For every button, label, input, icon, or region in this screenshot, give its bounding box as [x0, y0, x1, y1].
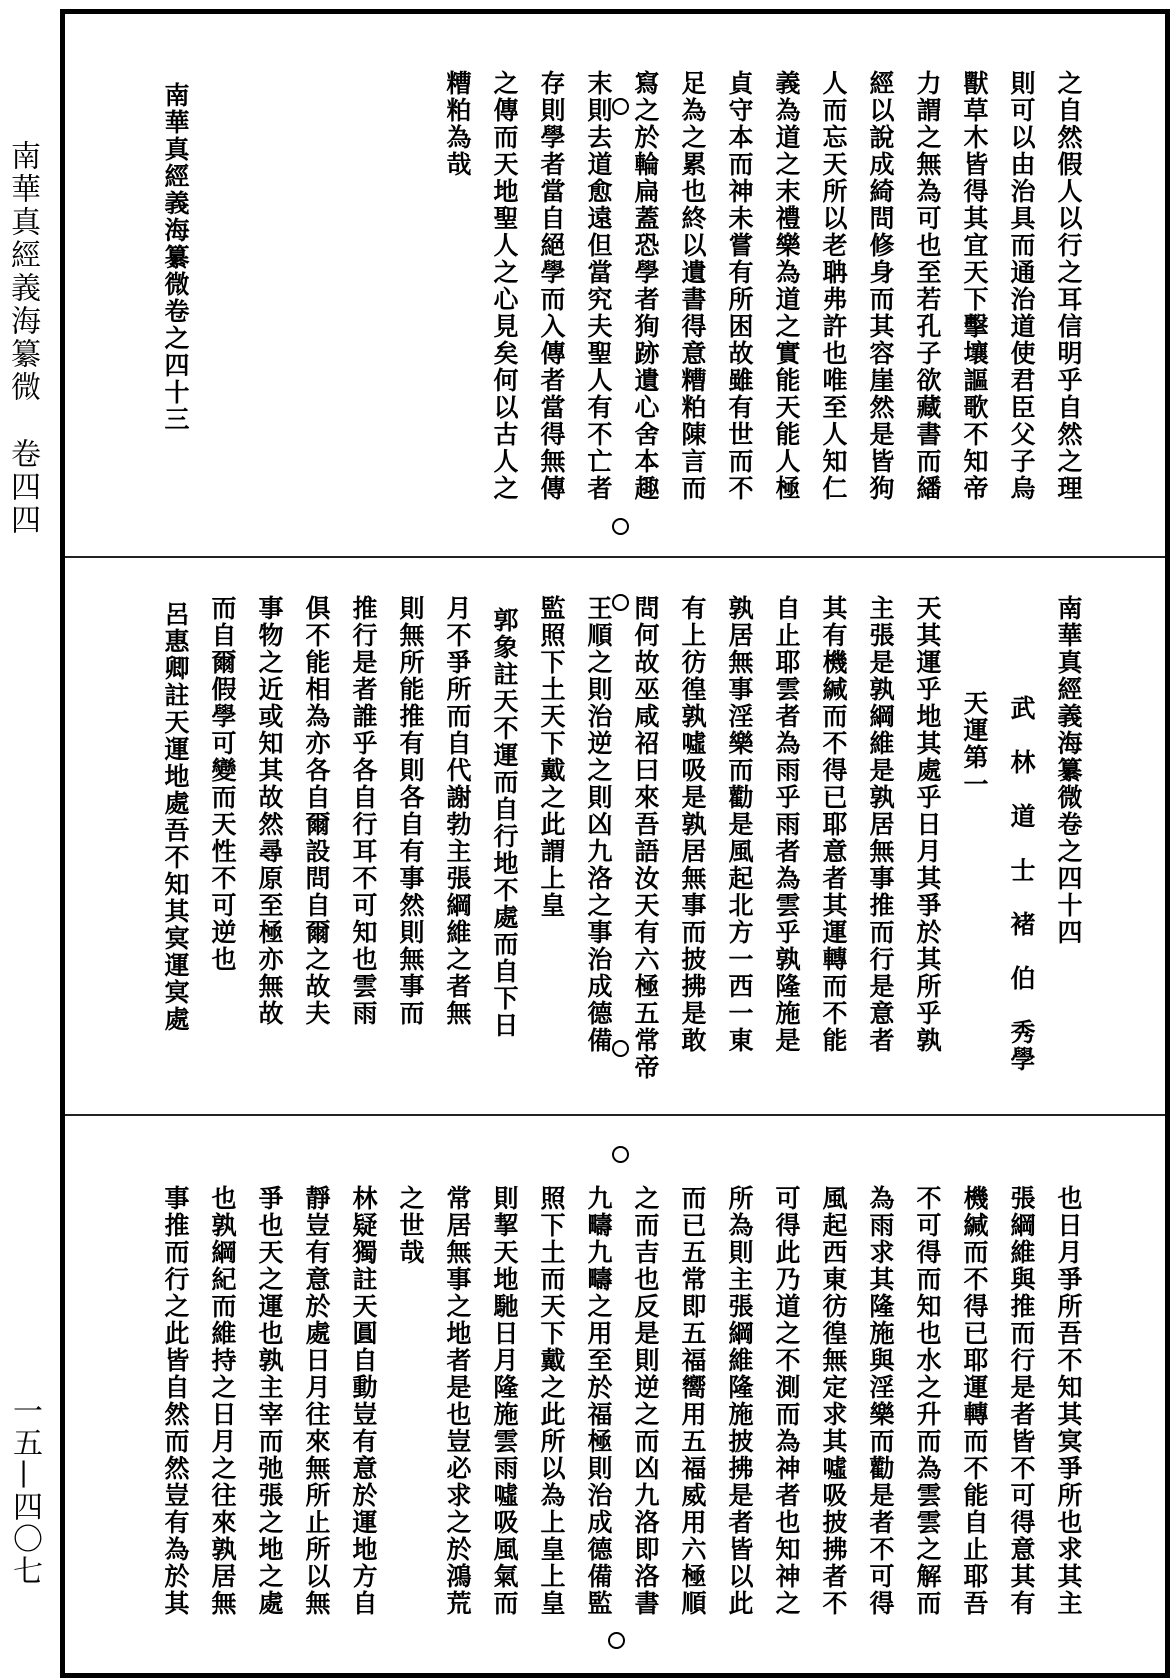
text-column: 天運第一 [960, 690, 989, 798]
text-column: 靜豈有意於處日月往來無所止所以無 [302, 1185, 331, 1617]
text-column: 武 林 道 士 褚 伯 秀學 [1007, 695, 1036, 1073]
section-circle-mark [612, 518, 629, 535]
text-column: 其有機緘而不得已耶意者其運轉而不能 [819, 595, 848, 1054]
text-column: 力謂之無為可也至若孔子欲藏書而繙 [913, 70, 942, 502]
text-column: 之自然假人以行之耳信明乎自然之理 [1054, 70, 1083, 502]
text-column: 張綱維與推而行是者皆不可得意其有 [1007, 1185, 1036, 1617]
text-column: 則無所能推有則各自有事然則無事而 [396, 595, 425, 1027]
text-column: 存則學者當自絕學而入傳者當得無傳 [537, 70, 566, 502]
section-circle-mark [608, 1632, 625, 1649]
panel-divider [65, 1114, 1165, 1116]
margin-page-number: 一五—四〇七 [7, 1395, 42, 1587]
text-column: 之傳而天地聖人之心見矣何以古人之 [490, 70, 519, 502]
text-column: 照下土而天下戴之此所以為上皇上皇 [537, 1185, 566, 1617]
section-circle-mark [612, 98, 629, 115]
text-column: 足為之累也終以遺書得意糟粕陳言而 [678, 70, 707, 502]
margin-book-title [5, 140, 44, 537]
text-column: 九疇九疇之用至於福極則治成德備監 [584, 1185, 613, 1617]
chapter-end-title: 南華真經義海纂微卷之四十三 [161, 82, 190, 433]
text-column: 事物之近或知其故然尋原至極亦無故 [255, 595, 284, 1027]
empty-column [340, 70, 387, 502]
text-column: 不可得而知也水之升而為雲雲之解而 [913, 1185, 942, 1617]
text-column: 寫之於輪扁蓋恐學者狥跡遺心舍本趣 [631, 70, 660, 502]
text-column: 可得此乃道之不測而為神者也知神之 [772, 1185, 801, 1617]
text-panel-top [152, 70, 1092, 502]
empty-column [293, 70, 340, 502]
text-column: 而已五常即五福嚮用五福威用六極順 [678, 1185, 707, 1617]
margin-title-text: 南華真經義海纂微 [5, 140, 40, 404]
text-column: 王順之則治逆之則凶九洛之事治成德備 [584, 595, 613, 1054]
text-column: 常居無事之地者是也豈必求之於鴻荒 [443, 1185, 472, 1617]
text-column: 郭象註天不運而自行地不處而自下日 [490, 607, 519, 1039]
text-column: 而自爾假學可變而天性不可逆也 [208, 595, 237, 973]
text-column: 機緘而不得已耶運轉而不能自止耶吾 [960, 1185, 989, 1617]
text-column: 為雨求其隆施與淫樂而勸是者不可得 [866, 1185, 895, 1617]
text-column: 之世哉 [396, 1185, 425, 1266]
panel-divider [65, 556, 1165, 558]
text-column: 林疑獨註天圓自動豈有意於運地方自 [349, 1185, 378, 1617]
empty-column [199, 70, 246, 502]
text-column: 推行是者誰乎各自行耳不可知也雲雨 [349, 595, 378, 1027]
text-column: 有上彷徨孰噓吸是孰居無事而披拂是敢 [678, 595, 707, 1054]
text-column: 月不爭所而自代謝勃主張綱維之者無 [443, 595, 472, 1027]
text-column: 義為道之末禮樂為道之實能天能人極 [772, 70, 801, 502]
text-column: 也日月爭所吾不知其㝠爭所也求其主 [1054, 1185, 1083, 1617]
text-column: 主張是孰綱維是孰居無事推而行是意者 [866, 595, 895, 1054]
text-column: 呂惠卿註天運地處吾不知其㝠運㝠處 [161, 601, 190, 1033]
text-column: 問何故巫咸祒曰來吾語汝天有六極五常帝 [631, 595, 660, 1081]
text-column: 孰居無事淫樂而勸是風起北方一西一東 [725, 595, 754, 1054]
section-circle-mark [612, 594, 629, 611]
text-column: 則可以由治具而通治道使君臣父子烏 [1007, 70, 1036, 502]
text-column: 俱不能相為亦各自爾設問自爾之故夫 [302, 595, 331, 1027]
text-column: 天其運乎地其處乎日月其爭於其所乎孰 [913, 595, 942, 1054]
text-column: 獸草木皆得其宜天下擊壤謳歌不知帝 [960, 70, 989, 502]
margin-volume: 卷四四 [5, 438, 40, 537]
empty-column [387, 70, 434, 502]
text-column: 監照下土天下戴之此謂上皇 [537, 595, 566, 919]
text-column: 所為則主張綱維隆施披拂是者皆以此 [725, 1185, 754, 1617]
text-column: 也孰綱紀而維持之日月之往來孰居無 [208, 1185, 237, 1617]
text-column: 末則去道愈遠但當究夫聖人有不亡者 [584, 70, 613, 502]
text-panel-middle [152, 595, 1092, 1081]
text-column: 風起西東彷徨無定求其噓吸披拂者不 [819, 1185, 848, 1617]
text-column: 經以說成綺問修身而其容崖然是皆狗 [866, 70, 895, 502]
text-column: 則挈天地馳日月隆施雲雨噓吸風氣而 [490, 1185, 519, 1617]
text-column: 貞守本而神未嘗有所困故雖有世而不 [725, 70, 754, 502]
text-column: 之而吉也反是則逆之而凶九洛即洛書 [631, 1185, 660, 1617]
section-circle-mark [612, 1146, 629, 1163]
text-column: 南華真經義海纂微卷之四十四 [1054, 595, 1083, 946]
text-column: 爭也天之運也孰主宰而弛張之地之處 [255, 1185, 284, 1617]
text-column: 自止耶雲者為雨乎雨者為雲乎孰隆施是 [772, 595, 801, 1054]
text-column: 事推而行之此皆自然而然豈有為於其 [161, 1185, 190, 1617]
text-column: 糟粕為哉 [443, 70, 472, 178]
section-circle-mark [612, 1040, 629, 1057]
text-column: 人而忘天所以老聃弗許也唯至人知仁 [819, 70, 848, 502]
empty-column [246, 70, 293, 502]
text-panel-bottom [152, 1185, 1092, 1617]
